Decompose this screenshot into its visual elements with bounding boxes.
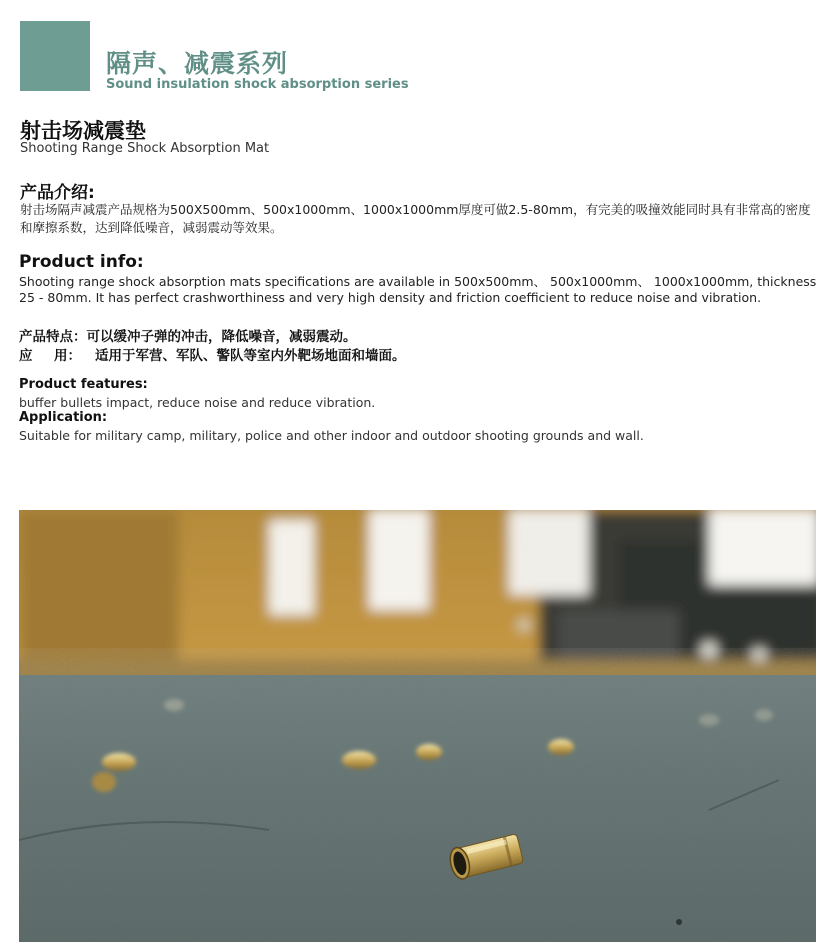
intro-heading: 产品介绍: [20, 183, 95, 203]
shooting-range-photo [19, 510, 816, 942]
intro-text: 射击场隔声减震产品规格为500X500mm、500x1000mm、1000x1000mm厚度可做2.5-80mm，有完美的吸撞效能同时具有非常高的密度和摩擦系数，达到降低噪音，减弱震动等效果。 [20, 202, 811, 235]
series-title-en: Sound insulation shock absorption series [106, 77, 409, 92]
features-label-cn: 产品特点： [19, 329, 87, 345]
features-line-cn [19, 325, 357, 345]
application-value-cn: 适用于军营、军队、警队等室内外靶场地面和墙面。 [95, 348, 406, 364]
application-label-cn-b: 用： [54, 348, 81, 364]
features-label-en: Product features: [19, 377, 148, 392]
floor [19, 675, 816, 942]
application-line-cn [19, 344, 406, 364]
application-label-en: Application: [19, 410, 108, 425]
application-label-cn-a: 应 [19, 348, 33, 364]
application-value-en: Suitable for military camp, military, police and other indoor and outdoor shooting grounds and wall. [19, 428, 644, 443]
product-info-text: Shooting range shock absorption mats specifications are available in 500x500mm、 500x1000mm、 1000x1000mm, thickness 25 - 80mm. It has perfect crashworthiness and very high density and friction coefficient to reduce noise and vibration. [19, 274, 817, 305]
series-title-cn: 隔声、减震系列 [106, 49, 289, 78]
shooting-range-illustration [19, 510, 816, 942]
product-title-cn: 射击场减震垫 [20, 119, 146, 143]
features-value-en: buffer bullets impact, reduce noise and reduce vibration. [19, 395, 376, 410]
product-info-heading: Product info: [19, 252, 144, 272]
series-color-block [20, 21, 90, 91]
application-label-cn [19, 344, 81, 364]
background-wall [19, 510, 816, 690]
features-value-cn: 可以缓冲子弹的冲击，降低噪音，减弱震动。 [86, 329, 357, 345]
product-title-en: Shooting Range Shock Absorption Mat [20, 141, 270, 156]
